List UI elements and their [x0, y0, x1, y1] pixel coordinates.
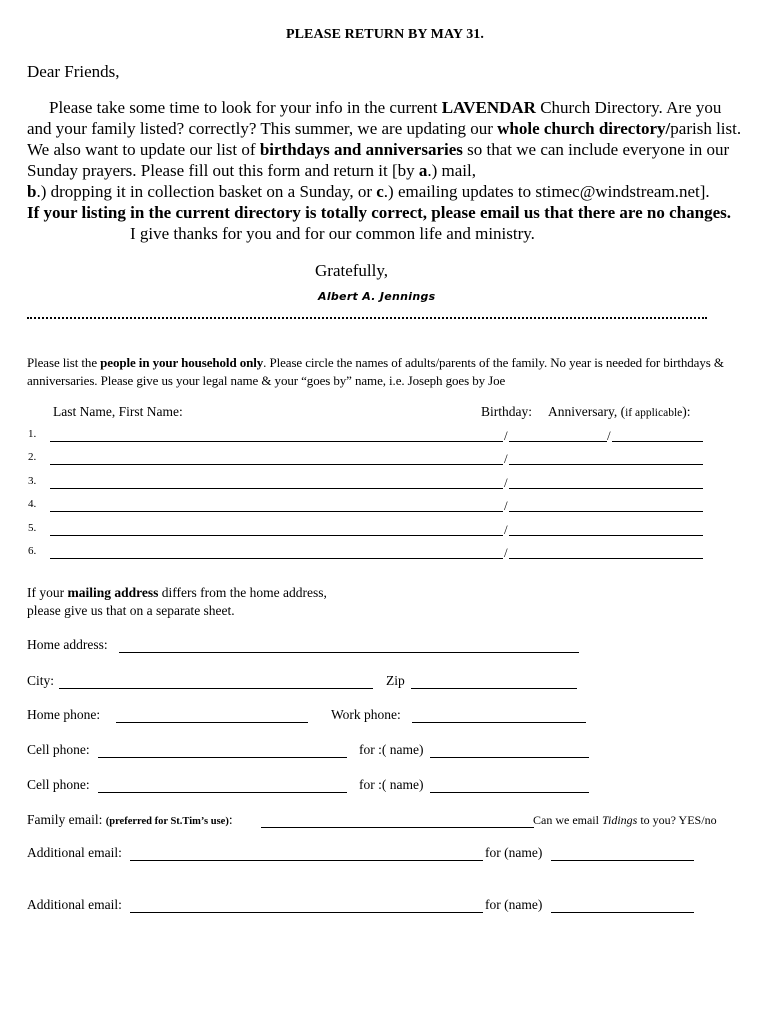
anniversary-label: Anniversary, ( [548, 404, 626, 419]
letter-text: .) mail, [427, 161, 477, 180]
greeting: Dear Friends, [27, 62, 120, 81]
column-name-header: Last Name, First Name: [53, 404, 183, 419]
date-separator: / [504, 451, 508, 467]
mailing-address-note [27, 584, 327, 620]
column-birthday-header: Birthday: [481, 404, 532, 419]
family-email-note: (preferred for St.Tim’s use) [105, 816, 229, 827]
option-letter: a [418, 161, 428, 180]
row-number: 4. [28, 498, 37, 511]
cell-owner-field[interactable] [430, 792, 589, 793]
cell-phone-label: Cell phone: [27, 742, 90, 757]
mailing-text: differs from the home address, [158, 585, 327, 600]
directory-name: LAVENDAR [441, 98, 536, 117]
thanks-text: I give thanks for you and for our common life and ministry. [130, 224, 535, 243]
family-email-label [27, 812, 233, 828]
family-email-text: Family email: [27, 812, 106, 827]
birthday-anniversary-field[interactable] [509, 558, 703, 559]
additional-email-label: Additional email: [27, 897, 122, 912]
additional-email-owner-label: for (name) [485, 845, 543, 860]
household-name-field[interactable] [50, 535, 503, 536]
row-number: 1. [28, 428, 37, 440]
additional-email-label: Additional email: [27, 845, 122, 860]
additional-email-owner-label: for (name) [485, 897, 543, 912]
additional-email-owner-field[interactable] [551, 860, 694, 861]
question-text: Can we email [533, 813, 602, 827]
work-phone-field[interactable] [412, 722, 586, 723]
closing: Gratefully, [315, 261, 389, 280]
birthday-anniversary-field[interactable] [509, 511, 703, 512]
anniversary-label-end: ): [682, 404, 691, 419]
work-phone-label: Work phone: [331, 707, 401, 722]
date-separator: / [504, 428, 508, 443]
row-number: 6. [28, 545, 37, 557]
additional-email-owner-field[interactable] [551, 912, 694, 913]
date-separator: / [607, 428, 611, 443]
mailing-text: please give us that on a separate sheet. [27, 603, 235, 618]
zip-field[interactable] [411, 688, 577, 689]
city-label: City: [27, 673, 55, 688]
row-number: 3. [28, 474, 37, 487]
anniversary-field[interactable] [612, 441, 703, 442]
letter-text: parish list. We also want to update our list of [27, 119, 742, 159]
cell-phone-label: Cell phone: [27, 777, 90, 792]
letter-emphasis: whole church directory/ [497, 119, 671, 138]
letter-text: so that we can include everyone in our Sunday prayers. Please fill out this form and return it [by [27, 140, 730, 180]
household-name-field[interactable] [50, 441, 503, 442]
letter-text: .) dropping it in collection basket on a Sunday, or [36, 182, 377, 201]
cell-owner-label: for :( name) [359, 777, 424, 792]
household-instructions [27, 354, 752, 390]
option-letter: c [376, 182, 384, 201]
home-phone-label: Home phone: [27, 707, 101, 722]
newsletter-name: Tidings [601, 813, 638, 827]
date-separator: / [504, 498, 508, 514]
date-separator: / [504, 545, 508, 560]
home-address-label: Home address: [27, 637, 108, 652]
row-number: 5. [28, 521, 37, 534]
household-name-field[interactable] [50, 488, 503, 489]
household-name-field[interactable] [50, 464, 503, 465]
family-email-colon: : [228, 812, 233, 827]
birthday-field[interactable] [509, 441, 607, 442]
newsletter-email-question [533, 813, 717, 828]
household-name-field[interactable] [50, 511, 503, 512]
household-name-field[interactable] [50, 558, 503, 559]
return-deadline-heading: PLEASE RETURN BY MAY 31. [285, 27, 485, 42]
letter-text: .) emailing updates to stimec@windstream.net]. [383, 182, 710, 201]
question-text: to you? YES/no [637, 813, 717, 827]
city-field[interactable] [59, 688, 373, 689]
cell-owner-label: for :( name) [359, 742, 424, 757]
mailing-text: If your [27, 585, 68, 600]
cell-phone-field[interactable] [98, 792, 347, 793]
mailing-emphasis: mailing address [67, 585, 159, 600]
letter-emphasis: birthdays and anniversaries [259, 140, 463, 159]
column-anniversary-header [548, 404, 691, 420]
instructions-emphasis: people in your household only [100, 355, 264, 370]
row-number: 2. [28, 451, 37, 464]
no-changes-notice: If your listing in the current directory is totally correct, please email us that there are no changes. [27, 203, 731, 222]
instructions-text: . Please circle the names of adults/parents of the family. No year is needed for birthdays & anniversaries. Please give us your legal name & your “goes by” name, i.e. Joseph goes by Joe [27, 355, 724, 388]
date-separator: / [504, 474, 508, 490]
cell-owner-field[interactable] [430, 757, 589, 758]
letter-body [27, 97, 747, 244]
additional-email-field[interactable] [130, 860, 483, 861]
letter-text: Please take some time to look for your info in the current [49, 98, 442, 117]
home-phone-field[interactable] [116, 722, 308, 723]
anniversary-note: if applicable [625, 407, 683, 419]
cut-line-divider [27, 317, 707, 319]
signature: Albert A. Jennings [318, 290, 436, 303]
home-address-field[interactable] [119, 652, 579, 653]
birthday-anniversary-field[interactable] [509, 535, 703, 536]
option-letter: b [27, 182, 37, 201]
family-email-field[interactable] [261, 827, 534, 828]
cell-phone-field[interactable] [98, 757, 347, 758]
date-separator: / [504, 521, 508, 537]
additional-email-field[interactable] [130, 912, 483, 913]
zip-label: Zip [386, 673, 405, 688]
letter-text: Church Directory. Are you and your family listed? correctly? This summer, we are updating our [27, 98, 722, 138]
birthday-anniversary-field[interactable] [509, 488, 703, 489]
instructions-text: Please list the [27, 355, 101, 370]
birthday-anniversary-field[interactable] [509, 464, 703, 465]
